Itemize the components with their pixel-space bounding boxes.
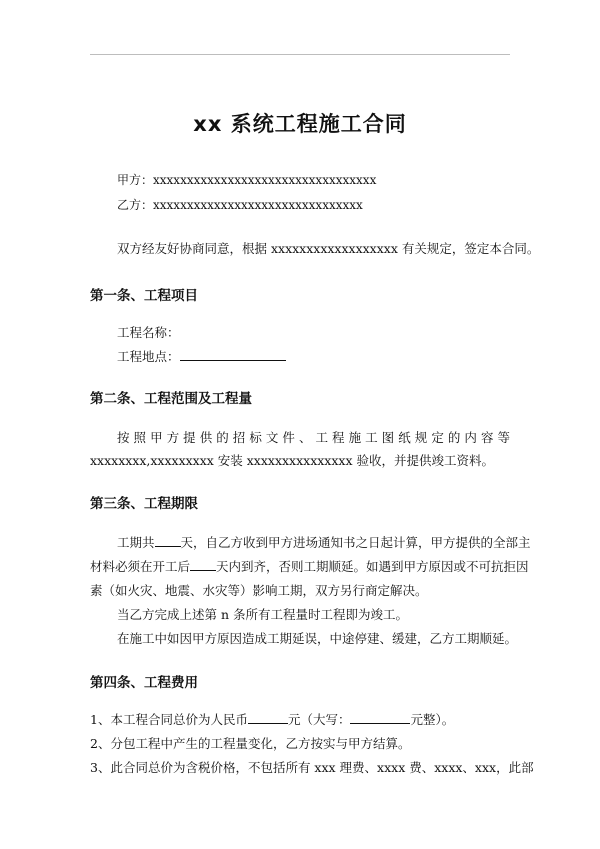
article-3-paragraph-1-line-1 — [117, 535, 531, 551]
project-name-label: 工程名称： — [117, 325, 180, 340]
contract-price-uppercase-blank — [350, 712, 410, 724]
party-b: 乙方：xxxxxxxxxxxxxxxxxxxxxxxxxxxxxxx — [117, 198, 363, 212]
article-3-paragraph-1-line-2 — [90, 559, 529, 575]
article-3-heading: 第三条、工程期限 — [90, 496, 198, 512]
work-period-label: 工期共 — [117, 535, 155, 550]
contract-price-label: 1、本工程合同总价为人民币 — [90, 712, 248, 727]
materials-days-blank — [190, 559, 216, 571]
article-2-line-1: 按照甲方提供的招标文件、工程施工图纸规定的内容等 — [117, 430, 510, 445]
work-period-text: 天，自乙方收到甲方进场通知书之日起计算，甲方提供的全部主 — [180, 535, 531, 550]
project-location-blank — [180, 349, 286, 361]
article-3-paragraph-1-line-3: 素（如火灾、地震、水灾等）影响工期，双方另行商定解决。 — [90, 583, 428, 598]
party-a: 甲方：xxxxxxxxxxxxxxxxxxxxxxxxxxxxxxxxx — [117, 173, 377, 187]
project-location-label: 工程地点： — [117, 349, 180, 364]
article-4-item-3: 3、此合同总价为含税价格，不包括所有 xxx 理费、xxxx 费、xxxx、xxx，此部 — [90, 760, 534, 775]
document-title: xx 系统工程施工合同 — [193, 112, 407, 136]
article-1-heading: 第一条、工程项目 — [90, 288, 198, 304]
materials-text: 天内到齐，否则工期顺延。如遇到甲方原因或不可抗拒因 — [216, 559, 529, 574]
intro-paragraph: 双方经友好协商同意，根据 xxxxxxxxxxxxxxxxxx 有关规定，签定本合同。 — [117, 241, 540, 256]
article-4-heading: 第四条、工程费用 — [90, 675, 198, 691]
project-location-row — [117, 349, 286, 365]
materials-label: 材料必须在开工后 — [90, 559, 191, 574]
contract-price-suffix: 元整）。 — [410, 712, 455, 727]
article-3-paragraph-3: 在施工中如因甲方原因造成工期延误，中途停建、缓建，乙方工期顺延。 — [117, 631, 518, 646]
contract-price-blank — [248, 712, 288, 724]
article-4-item-2: 2、分包工程中产生的工程量变化，乙方按实与甲方结算。 — [90, 736, 411, 751]
article-2-line-2: xxxxxxxx,xxxxxxxxx 安装 xxxxxxxxxxxxxxx 验收，并提供竣工资料。 — [90, 453, 494, 468]
work-period-blank — [155, 535, 181, 547]
article-2-heading: 第二条、工程范围及工程量 — [90, 391, 252, 407]
header-rule — [90, 54, 510, 55]
article-4-item-1 — [90, 712, 454, 728]
article-3-paragraph-2: 当乙方完成上述第 n 条所有工程量时工程即为竣工。 — [117, 607, 408, 622]
contract-price-uppercase-label: 元（大写： — [287, 712, 351, 727]
